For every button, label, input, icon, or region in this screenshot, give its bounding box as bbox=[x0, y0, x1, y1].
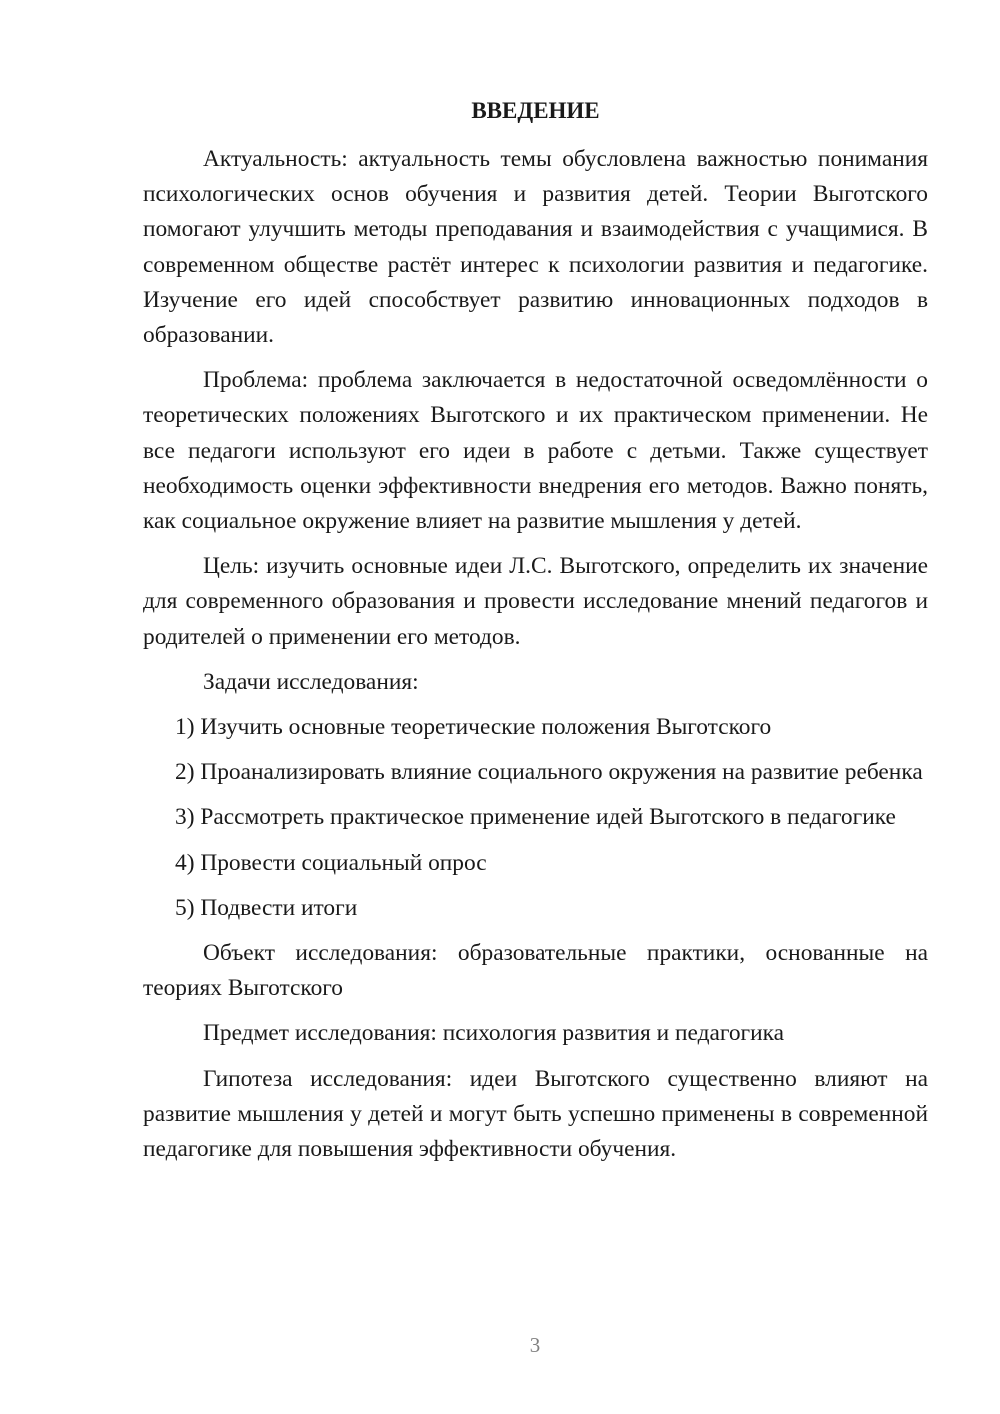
paragraph-relevance: Актуальность: актуальность темы обусловлена важностью понимания психологических основ обучения и развития детей. Теории Выготского помогают улучшить методы преподавания и взаимодействия с учащимися. В современном обществе растёт интерес к психологии развития и педагогике. Изучение его идей способствует развитию инновационных подходов в образовании. bbox=[143, 146, 928, 349]
task-item-2: 2) Проанализировать влияние социального окружения на развитие ребенка bbox=[175, 759, 923, 786]
section-heading: ВВЕДЕНИЕ bbox=[471, 98, 600, 123]
paragraph-subject: Предмет исследования: психология развития и педагогика bbox=[203, 1020, 785, 1047]
paragraph-object: Объект исследования: образовательные практики, основанные на теориях Выготского bbox=[143, 940, 928, 1002]
paragraph-hypothesis: Гипотеза исследования: идеи Выготского существенно влияют на развитие мышления у детей и могут быть успешно применены в современной педагогике для повышения эффективности обучения. bbox=[143, 1065, 928, 1163]
task-item-3: 3) Рассмотреть практическое применение идей Выготского в педагогике bbox=[175, 804, 896, 831]
page-number: 3 bbox=[529, 1333, 541, 1357]
task-item-1: 1) Изучить основные теоретические положения Выготского bbox=[175, 714, 772, 741]
tasks-title: Задачи исследования: bbox=[203, 668, 419, 695]
paragraph-goal: Цель: изучить основные идеи Л.С. Выготского, определить их значение для современного образования и провести исследование мнений педагогов и родителей о применении его методов. bbox=[143, 553, 928, 650]
document-body bbox=[143, 93, 928, 1167]
task-item-5: 5) Подвести итоги bbox=[175, 894, 358, 921]
task-item-4: 4) Провести социальный опрос bbox=[175, 849, 487, 876]
paragraph-problem: Проблема: проблема заключается в недостаточной осведомлённости о теоретических положениях Выготского и их практическом применении. Не все педагоги используют его идеи в работе с детьми. Также существует необходимость оценки эффективности внедрения его методов. Важно понять, как социальное окружение влияет на развитие мышления у детей. bbox=[143, 367, 928, 535]
